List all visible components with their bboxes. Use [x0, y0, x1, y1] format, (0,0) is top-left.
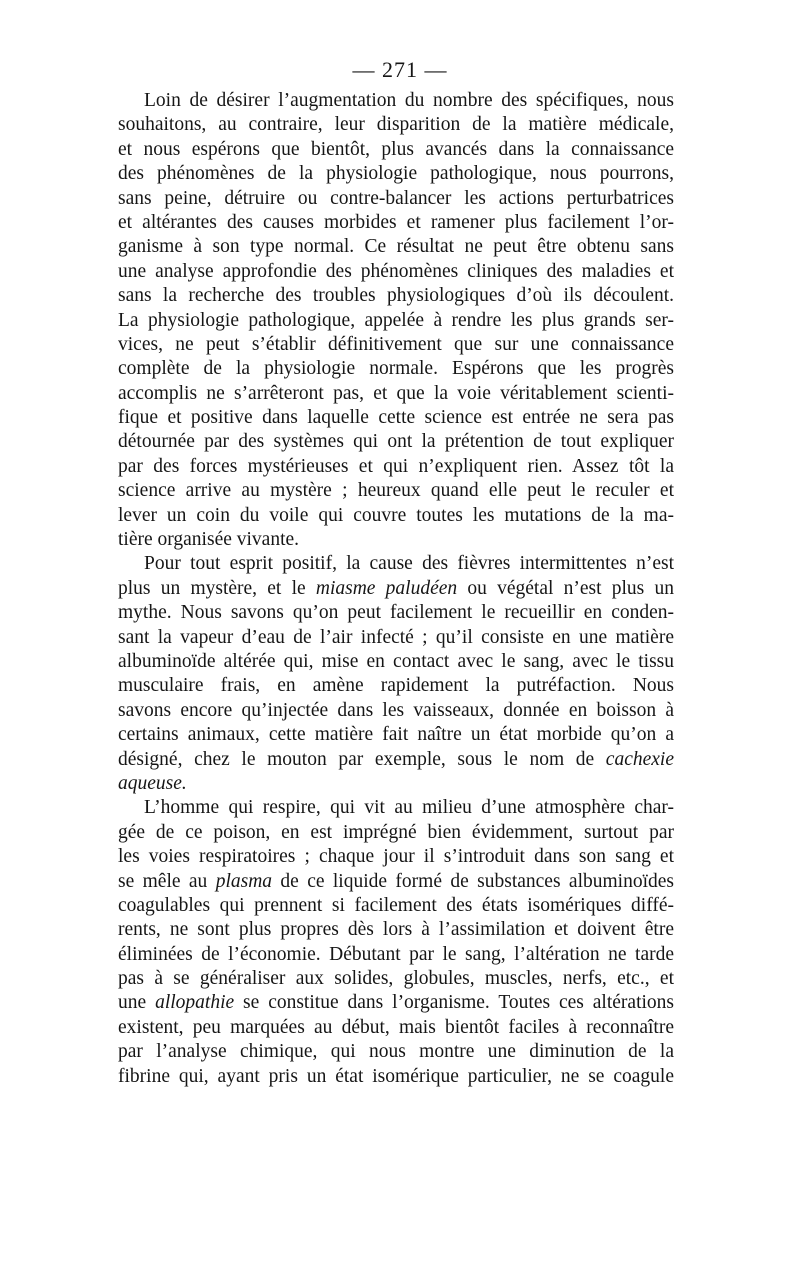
text-line: ganisme à son type normal. Ce résultat ne peut être obtenu sans	[118, 236, 674, 258]
text-line: se mêle au plasma de ce liquide formé de substances albuminoïdes	[118, 870, 674, 892]
text-line: pas à se généraliser aux solides, globules, muscles, nerfs, etc., et	[118, 968, 674, 990]
text-line: désigné, chez le mouton par exemple, sous le nom de cachexie	[118, 748, 674, 770]
italic-term: allopathie	[155, 992, 235, 1014]
text-line: accomplis ne s’arrêteront pas, et que la voie véritablement scienti-	[118, 382, 674, 404]
text-line: les voies respiratoires ; chaque jour il s’introduit dans son sang et	[118, 846, 674, 868]
italic-term: aqueuse.	[118, 772, 187, 794]
text-line: souhaitons, au contraire, leur disparition de la matière médicale,	[118, 114, 674, 136]
italic-term: plasma	[215, 870, 273, 892]
text-line: par l’analyse chimique, qui nous montre une diminution de la	[118, 1041, 674, 1063]
text-line: fique et positive dans laquelle cette science est entrée ne sera pas	[118, 407, 674, 429]
text-line: et altérantes des causes morbides et ramener plus facilement l’or-	[118, 211, 674, 233]
text-line: certains animaux, cette matière fait naître un état morbide qu’on a	[118, 724, 674, 746]
text-line: tière organisée vivante.	[118, 529, 300, 551]
text-line: lever un coin du voile qui couvre toutes les mutations de la ma-	[118, 504, 674, 526]
text-line: Pour tout esprit positif, la cause des fièvres intermittentes n’est	[144, 553, 674, 575]
text-line: mythe. Nous savons qu’on peut facilement le recueillir en conden-	[118, 602, 674, 624]
italic-term: miasme paludéen	[315, 577, 458, 599]
text-line: fibrine qui, ayant pris un état isomérique particulier, ne se coagule	[118, 1065, 674, 1087]
text-line: une analyse approfondie des phénomènes cliniques des maladies et	[118, 260, 674, 282]
text-line: rents, ne sont plus propres dès lors à l’assimilation et doivent être	[118, 919, 674, 941]
text-line: sant la vapeur d’eau de l’air infecté ; qu’il consiste en une matière	[118, 626, 674, 648]
text-line: existent, peu marquées au début, mais bientôt faciles à reconnaître	[118, 1016, 674, 1038]
text-line: musculaire frais, en amène rapidement la putréfaction. Nous	[118, 675, 674, 697]
text-line: détournée par des systèmes qui ont la prétention de tout expliquer	[118, 431, 674, 453]
text-line: gée de ce poison, en est imprégné bien évidemment, surtout par	[118, 821, 674, 843]
text-line: des phénomènes de la physiologie pathologique, nous pourrons,	[118, 163, 674, 185]
text-line: et nous espérons que bientôt, plus avancés dans la connaissance	[118, 138, 674, 160]
italic-term: cachexie	[605, 748, 674, 770]
text-line: coagulables qui prennent si facilement des états isomériques diffé-	[118, 894, 674, 916]
text-line	[118, 772, 674, 796]
text-line: par des forces mystérieuses et qui n’expliquent rien. Assez tôt la	[118, 455, 674, 477]
text-line: L’homme qui respire, qui vit au milieu d’une atmosphère char-	[144, 797, 674, 819]
text-line: vices, ne peut s’établir définitivement que sur une connaissance	[118, 333, 674, 355]
text-line: plus un mystère, et le miasme paludéen ou végétal n’est plus un	[118, 577, 674, 599]
text-line: albuminoïde altérée qui, mise en contact avec le sang, avec le tissu	[118, 650, 674, 672]
text-line: La physiologie pathologique, appelée à rendre les plus grands ser-	[118, 309, 674, 331]
text-line: science arrive au mystère ; heureux quand elle peut le reculer et	[118, 480, 674, 502]
text-line: Loin de désirer l’augmentation du nombre des spécifiques, nous	[144, 90, 674, 111]
page-number: — 271 —	[352, 57, 448, 82]
text-line: savons encore qu’injectée dans les vaisseaux, donnée en boisson à	[118, 699, 674, 721]
text-line: une allopathie se constitue dans l’organisme. Toutes ces altérations	[118, 992, 674, 1014]
text-line: sans la recherche des troubles physiologiques d’où ils découlent.	[118, 285, 674, 307]
text-line: éliminées de l’économie. Débutant par le sang, l’altération ne tarde	[118, 943, 674, 965]
text-line: complète de la physiologie normale. Espérons que les progrès	[118, 358, 674, 380]
text-line: sans peine, détruire ou contre-balancer les actions perturbatrices	[118, 187, 674, 209]
body-text	[118, 89, 674, 1089]
